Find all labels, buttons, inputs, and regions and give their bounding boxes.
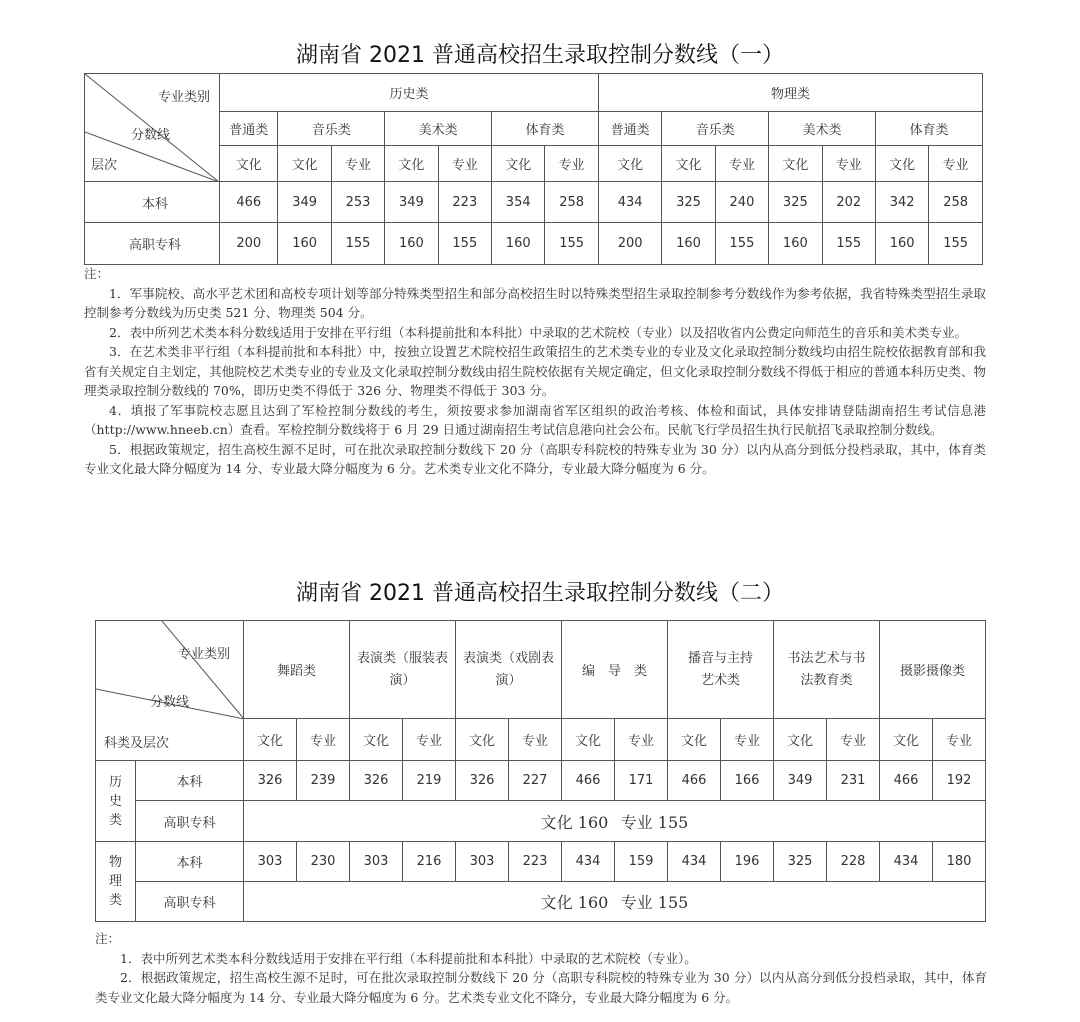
notes-label: 注： xyxy=(95,931,121,946)
table2-header-diagonal xyxy=(96,621,244,761)
score-cell: 155 xyxy=(715,223,768,265)
score-cell: 325 xyxy=(769,182,822,223)
score-cell: 228 xyxy=(827,842,880,882)
score-cell: 155 xyxy=(929,223,983,265)
wenhua-score: 文化 160 xyxy=(540,893,609,912)
col-label: 文化 xyxy=(880,719,933,761)
diag-label-category: 专业类别 xyxy=(158,90,211,105)
score-cell: 223 xyxy=(509,842,562,882)
table-row xyxy=(85,223,983,265)
category-header: 舞蹈类 xyxy=(244,621,350,719)
note-item: 2．表中所列艺术类本科分数线适用于安排在平行组（本科提前批和本科批）中录取的艺术院校（专业）以及招收省内公费定向师范生的音乐和美术类专业。 xyxy=(109,324,967,340)
score-cell: 160 xyxy=(875,223,928,265)
score-cell: 326 xyxy=(244,761,297,801)
row-label: 本科 xyxy=(136,842,244,882)
section-name: 物理类 xyxy=(108,855,122,908)
score-cell: 160 xyxy=(769,223,822,265)
score-cell: 354 xyxy=(492,182,545,223)
score-cell: 192 xyxy=(933,761,986,801)
note-item: 1．军事院校、高水平艺术团和高校专项计划等部分特殊类型招生和部分高校招生时以特殊类型招生录取控制参考分数线作为参考依据，我省特殊类型招生录取控制参考分数线为历史类 521 分、物理类 504 分。 xyxy=(84,285,986,320)
col-label: 文化 xyxy=(278,146,331,182)
col-label: 文化 xyxy=(662,146,715,182)
score-cell: 434 xyxy=(668,842,721,882)
score-cell: 303 xyxy=(350,842,403,882)
zhuanye-score: 专业 155 xyxy=(620,812,689,832)
col-label: 专业 xyxy=(929,146,983,182)
group-history: 历史类 xyxy=(220,74,599,112)
col-label: 专业 xyxy=(545,146,598,182)
score-cell: 466 xyxy=(562,761,615,801)
score-cell: 349 xyxy=(774,761,827,801)
row-label: 高职专科 xyxy=(136,801,244,842)
table1-title: 湖南省 2021 普通高校招生录取控制分数线（一） xyxy=(296,43,784,68)
score-cell: 434 xyxy=(880,842,933,882)
col-label: 专业 xyxy=(827,719,880,761)
score-cell: 325 xyxy=(662,182,715,223)
category-header: 摄影摄像类 xyxy=(880,621,986,719)
note-item: 4．填报了军事院校志愿且达到了军检控制分数线的考生，须按要求参加湖南省军区组织的政治考核、体检和面试，具体安排请登陆湖南招生考试信息港（http://www.hneeb.cn）查看。军检控制分数线将于 6 月 29 日通过湖南招生考试信息港向社会公布。民航飞行学员招生执行民航招飞录取控制分数线。 xyxy=(84,402,986,437)
category-header: 美术类 xyxy=(769,112,876,146)
col-label: 文化 xyxy=(350,719,403,761)
score-cell: 160 xyxy=(492,223,545,265)
score-cell: 171 xyxy=(615,761,668,801)
score-cell: 155 xyxy=(438,223,491,265)
group-physics: 物理类 xyxy=(598,74,982,112)
score-cell: 166 xyxy=(721,761,774,801)
merged-score-cell xyxy=(244,801,986,842)
table-row xyxy=(96,801,986,842)
category-header: 音乐类 xyxy=(662,112,769,146)
score-cell: 202 xyxy=(822,182,875,223)
note-item: 1．表中所列艺术类本科分数线适用于安排在平行组（本科提前批和本科批）中录取的艺术院校（专业）。 xyxy=(120,950,697,966)
col-label: 专业 xyxy=(438,146,491,182)
diag-label-level: 科类及层次 xyxy=(104,736,170,751)
col-label: 文化 xyxy=(220,146,278,182)
section-name: 历史类 xyxy=(108,774,122,828)
table-row xyxy=(96,761,986,801)
score-cell: 180 xyxy=(933,842,986,882)
category-header: 体育类 xyxy=(492,112,599,146)
score-cell: 466 xyxy=(668,761,721,801)
score-cell: 155 xyxy=(545,223,598,265)
score-cell: 216 xyxy=(403,842,456,882)
col-label: 文化 xyxy=(492,146,545,182)
score-cell: 349 xyxy=(278,182,331,223)
score-cell: 230 xyxy=(297,842,350,882)
score-table-1 xyxy=(84,73,983,265)
score-cell: 223 xyxy=(438,182,491,223)
score-cell: 258 xyxy=(929,182,983,223)
score-cell: 325 xyxy=(774,842,827,882)
col-label: 专业 xyxy=(721,719,774,761)
category-header: 美术类 xyxy=(385,112,492,146)
score-cell: 303 xyxy=(244,842,297,882)
section-label-physics xyxy=(96,842,136,922)
row-label: 本科 xyxy=(85,182,220,223)
col-label: 文化 xyxy=(774,719,827,761)
table-row xyxy=(85,182,983,223)
score-cell: 160 xyxy=(385,223,438,265)
score-cell: 160 xyxy=(278,223,331,265)
row-label: 高职专科 xyxy=(85,223,220,265)
category-text: 表演类（戏剧表演） xyxy=(463,650,555,688)
score-cell: 434 xyxy=(598,182,661,223)
category-header: 普通类 xyxy=(220,112,278,146)
zhuanye-score: 专业 155 xyxy=(620,893,689,912)
col-label: 专业 xyxy=(297,719,350,761)
score-cell: 349 xyxy=(385,182,438,223)
score-cell: 239 xyxy=(297,761,350,801)
score-cell: 434 xyxy=(562,842,615,882)
category-header: 编 导 类 xyxy=(562,621,668,719)
row-label: 本科 xyxy=(136,761,244,801)
category-text: 书法艺术与书法教育类 xyxy=(787,650,866,688)
diag-label-level: 层次 xyxy=(91,158,118,173)
table2-title: 湖南省 2021 普通高校招生录取控制分数线（二） xyxy=(296,581,784,606)
note-item: 5．根据政策规定，招生高校生源不足时，可在批次录取控制分数线下 20 分（高职专科院校的特殊专业为 30 分）以内从高分到低分投档录取，其中，体育类专业文化最大降分幅度为 14 分、专业最大降分幅度为 6 分。艺术类专业文化不降分，专业最大降分幅度为 6 分。 xyxy=(84,441,986,476)
notes-label: 注： xyxy=(84,266,110,281)
col-label: 文化 xyxy=(769,146,822,182)
score-cell: 155 xyxy=(822,223,875,265)
col-label: 文化 xyxy=(244,719,297,761)
col-label: 文化 xyxy=(598,146,661,182)
note-item: 2．根据政策规定，招生高校生源不足时，可在批次录取控制分数线下 20 分（高职专科院校的特殊专业为 30 分）以内从高分到低分投档录取，其中，体育类专业文化最大降分幅度为 14 分、专业最大降分幅度为 6 分。艺术类专业文化不降分，专业最大降分幅度为 6 分。 xyxy=(95,970,987,1005)
category-header: 普通类 xyxy=(598,112,661,146)
col-label: 专业 xyxy=(822,146,875,182)
diag-label-category: 专业类别 xyxy=(178,647,231,662)
col-label: 专业 xyxy=(715,146,768,182)
score-cell: 240 xyxy=(715,182,768,223)
score-cell: 231 xyxy=(827,761,880,801)
diag-label-score: 分数线 xyxy=(131,128,171,143)
col-label: 文化 xyxy=(875,146,928,182)
table1-header-diagonal xyxy=(85,74,220,182)
col-label: 文化 xyxy=(385,146,438,182)
col-label: 专业 xyxy=(331,146,384,182)
score-cell: 303 xyxy=(456,842,509,882)
score-cell: 326 xyxy=(350,761,403,801)
score-cell: 227 xyxy=(509,761,562,801)
category-header xyxy=(350,621,456,719)
row-label: 高职专科 xyxy=(136,882,244,922)
table-row xyxy=(96,842,986,882)
score-cell: 219 xyxy=(403,761,456,801)
note-item: 3．在艺术类非平行组（本科提前批和本科批）中，按独立设置艺术院校招生政策招生的艺术类专业的专业及文化录取控制分数线均由招生院校依据教育部和我省有关规定自主划定，其他院校艺术类专业的专业及文化录取控制分数线由招生院校依据有关规定确定，但文化录取控制分数线不得低于相应的普通本科历史类、物理类录取控制分数线的 70%，即历史类不得低于 326 分、物理类不得低于 303 分。 xyxy=(84,344,986,398)
merged-score-cell xyxy=(244,882,986,922)
score-cell: 258 xyxy=(545,182,598,223)
col-label: 文化 xyxy=(562,719,615,761)
score-cell: 196 xyxy=(721,842,774,882)
score-cell: 200 xyxy=(598,223,661,265)
category-header xyxy=(456,621,562,719)
section-label-history xyxy=(96,761,136,842)
category-header xyxy=(668,621,774,719)
score-cell: 253 xyxy=(331,182,384,223)
col-label: 文化 xyxy=(668,719,721,761)
score-cell: 326 xyxy=(456,761,509,801)
score-cell: 159 xyxy=(615,842,668,882)
score-table-2 xyxy=(95,620,986,922)
category-text: 播音与主持艺术类 xyxy=(688,650,754,688)
col-label: 文化 xyxy=(456,719,509,761)
score-cell: 466 xyxy=(880,761,933,801)
diag-label-score: 分数线 xyxy=(150,695,190,710)
score-cell: 160 xyxy=(662,223,715,265)
category-text: 表演类（服装表演） xyxy=(357,650,449,688)
category-header: 体育类 xyxy=(875,112,982,146)
category-header xyxy=(774,621,880,719)
score-cell: 466 xyxy=(220,182,278,223)
notes-1 xyxy=(84,264,986,479)
col-label: 专业 xyxy=(933,719,986,761)
category-header: 音乐类 xyxy=(278,112,385,146)
score-cell: 155 xyxy=(331,223,384,265)
score-cell: 200 xyxy=(220,223,278,265)
wenhua-score: 文化 160 xyxy=(540,812,609,832)
score-cell: 342 xyxy=(875,182,928,223)
notes-2 xyxy=(95,929,987,1007)
col-label: 专业 xyxy=(509,719,562,761)
col-label: 专业 xyxy=(403,719,456,761)
col-label: 专业 xyxy=(615,719,668,761)
table-row xyxy=(96,882,986,922)
